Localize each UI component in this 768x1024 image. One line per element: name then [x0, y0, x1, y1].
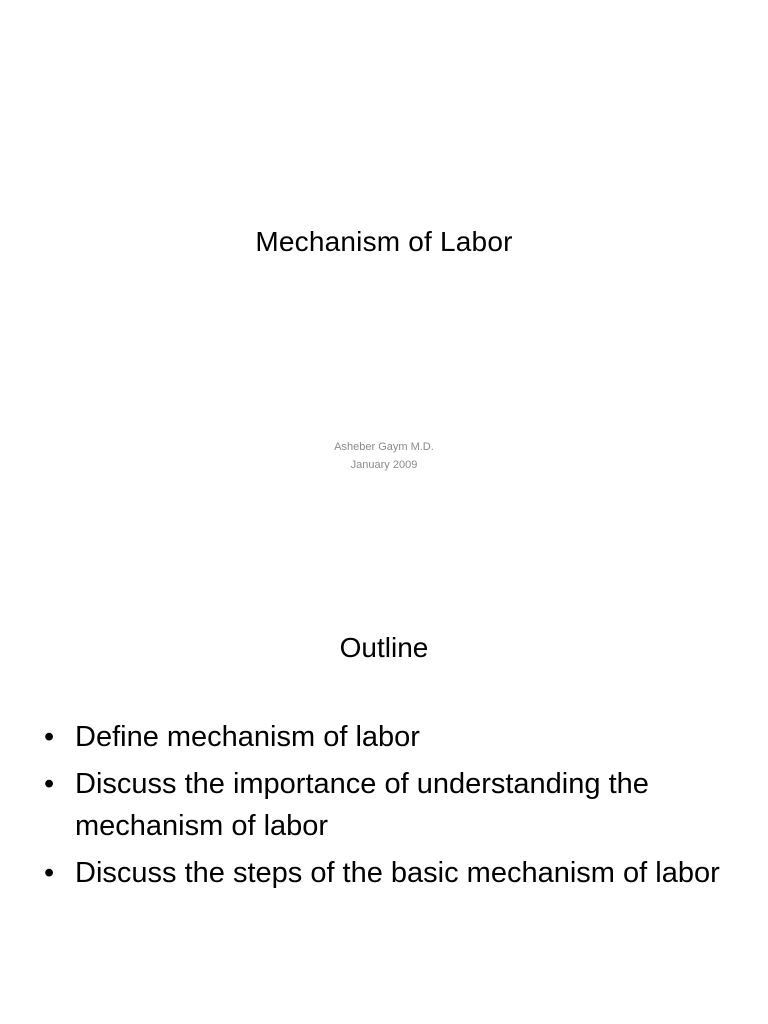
bullet-text: Discuss the steps of the basic mechanism of labor	[75, 857, 720, 889]
bullet-icon: •	[44, 768, 55, 800]
list-item	[44, 716, 734, 758]
slide-outline	[0, 576, 768, 1024]
author-name: Asheber Gaym M.D.	[334, 441, 434, 453]
slide-title-heading: Mechanism of Labor	[255, 226, 513, 257]
bullet-text: Define mechanism of labor	[75, 721, 420, 753]
presentation-date: January 2009	[350, 459, 418, 471]
list-item	[44, 763, 734, 847]
outline-bullet-list	[44, 716, 734, 899]
bullet-icon: •	[44, 857, 55, 889]
bullet-text: Discuss the importance of understanding the mechanism of labor	[75, 768, 649, 842]
slide-subtitle	[0, 438, 768, 474]
bullet-icon: •	[44, 721, 55, 753]
list-item	[44, 852, 734, 894]
outline-heading: Outline	[339, 632, 429, 663]
